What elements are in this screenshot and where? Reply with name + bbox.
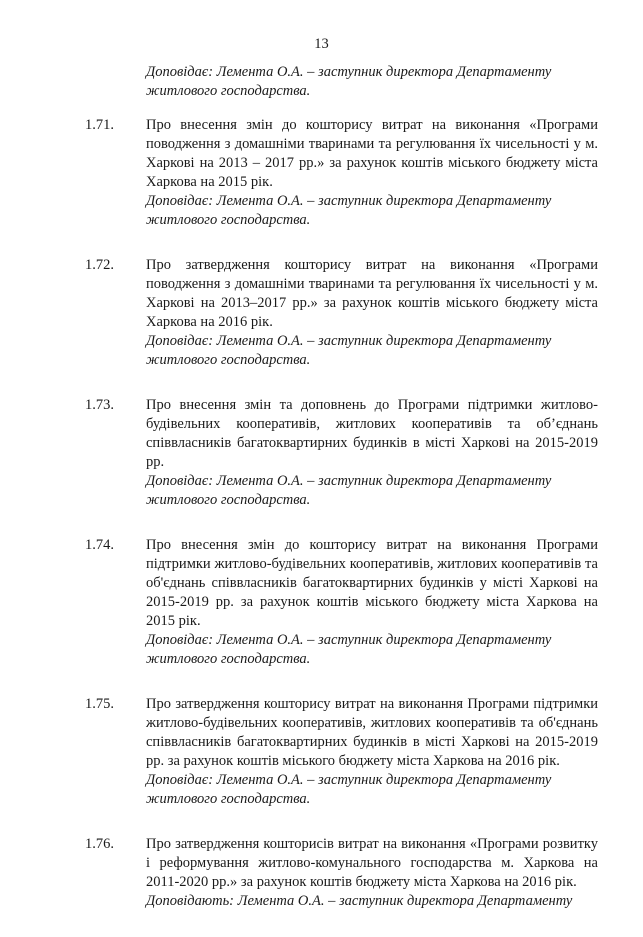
- agenda-items: [0, 116, 643, 937]
- item-speaker: Доповідає: Лемента О.А. – заступник директора Департаменту житлового господарства.: [146, 333, 552, 368]
- item-number: 1.76.: [85, 836, 114, 852]
- item-text: Про затвердження кошторису витрат на виконання «Програми поводження з домашніми тваринами та регулювання їх чисельності у м. Харкові на 2013–2017 рр.» за рахунок коштів міського бюджету міста Харкова на 2016 рік.: [146, 257, 598, 330]
- item-body: [146, 396, 598, 510]
- item-number: 1.75.: [85, 696, 114, 712]
- item-body: [146, 116, 598, 230]
- item-number: 1.74.: [85, 537, 114, 553]
- item-text: Про внесення змін до кошторису витрат на виконання «Програми поводження з домашніми тваринами та регулювання їх чисельності у м. Харкові на 2013 – 2017 рр.» за рахунок коштів міського бюджету міста Харкова на 2015 рік.: [146, 117, 598, 190]
- item-number: 1.72.: [85, 257, 114, 273]
- item-speaker: Доповідає: Лемента О.А. – заступник директора Департаменту житлового господарства.: [146, 772, 552, 807]
- item-speaker: Доповідає: Лемента О.А. – заступник директора Департаменту житлового господарства.: [146, 473, 552, 508]
- item-text: Про затвердження кошторису витрат на виконання Програми підтримки житлово-будівельних кооперативів, житлових кооперативів та об'єднань співвласників багатоквартирних будинків в місті Харкові на 2015-2019 рр. за рахунок коштів міського бюджету міста Харкова на 2016 рік.: [146, 696, 598, 769]
- lead-speaker: Доповідає: Лемента О.А. – заступник директора Департаменту житлового господарства.: [146, 64, 552, 99]
- agenda-item-1-74: [0, 536, 643, 669]
- agenda-item-1-76: [0, 835, 643, 911]
- item-body: [146, 256, 598, 370]
- agenda-item-1-75: [0, 695, 643, 809]
- item-body: [146, 536, 598, 669]
- item-text: Про затвердження кошторисів витрат на виконання «Програми розвитку і реформування житлово-комунального господарства м. Харкова на 2011-2020 рр.» за рахунок коштів бюджету міста Харкова на 2016 рік.: [146, 836, 598, 890]
- item-speaker: Доповідають: Лемента О.А. – заступник директора Департаменту: [146, 893, 573, 909]
- page-number: 13: [314, 36, 329, 52]
- item-number: 1.73.: [85, 397, 114, 413]
- item-speaker: Доповідає: Лемента О.А. – заступник директора Департаменту житлового господарства.: [146, 193, 552, 228]
- agenda-item-1-72: [0, 256, 643, 370]
- item-speaker: Доповідає: Лемента О.А. – заступник директора Департаменту житлового господарства.: [146, 632, 552, 667]
- item-text: Про внесення змін та доповнень до Програми підтримки житлово-будівельних кооперативів, житлових кооперативів та об’єднань співвласників багатоквартирних будинків в місті Харкові на 2015-2019 рр.: [146, 397, 598, 470]
- item-number: 1.71.: [85, 117, 114, 133]
- agenda-item-1-73: [0, 396, 643, 510]
- agenda-item-1-71: [0, 116, 643, 230]
- item-text: Про внесення змін до кошторису витрат на виконання Програми підтримки житлово-будівельних кооперативів, житлових кооперативів та об'єднань співвласників багатоквартирних будинків у місті Харкові на 2015-2019 рр. за рахунок коштів міського бюджету міста Харкова на 2015 рік.: [146, 537, 598, 629]
- item-body: [146, 835, 598, 911]
- item-body: [146, 695, 598, 809]
